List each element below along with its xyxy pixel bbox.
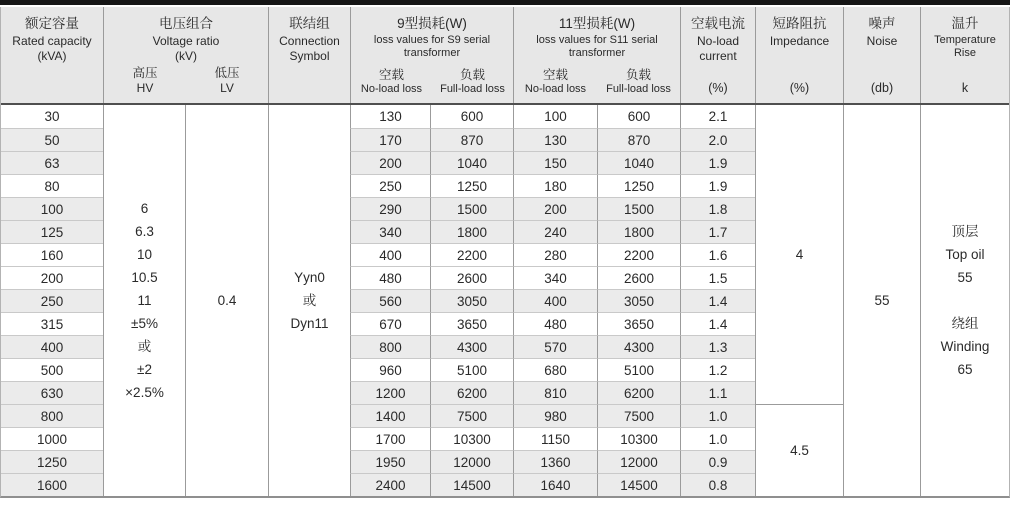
s11-fullload-cell: 870 xyxy=(597,128,680,151)
header-s9-loss xyxy=(350,7,513,103)
s9-fullload-cell: 3650 xyxy=(430,312,513,335)
header-s9-noload-zh: 空载 xyxy=(378,68,404,82)
header-temp-en2: Rise xyxy=(953,47,976,60)
table-header xyxy=(1,7,1009,105)
header-s9-fullload-zh: 负载 xyxy=(459,68,485,82)
hv-value-line: 或 xyxy=(137,339,152,354)
impedance-bottom-value: 4.5 xyxy=(790,443,809,458)
hv-value-line: ±2 xyxy=(137,362,152,377)
s11-noload-cell: 1360 xyxy=(513,450,597,473)
s9-noload-cell: 480 xyxy=(350,266,430,289)
header-hv-zh: 高压 xyxy=(132,66,158,81)
s11-noload-cell: 100 xyxy=(513,105,597,128)
hv-value-line: 10.5 xyxy=(131,270,158,285)
capacity-cell: 315 xyxy=(1,312,103,335)
s9-fullload-cell: 10300 xyxy=(430,427,513,450)
noload-current-cell: 2.1 xyxy=(680,105,755,128)
temperature-rise-line: Winding xyxy=(940,339,990,354)
s11-fullload-cell: 2200 xyxy=(597,243,680,266)
s11-fullload-cell: 3650 xyxy=(597,312,680,335)
noload-current-cell: 1.8 xyxy=(680,197,755,220)
header-s9-fullload xyxy=(432,67,513,97)
s11-fullload-cell: 10300 xyxy=(597,427,680,450)
s11-noload-cell: 150 xyxy=(513,151,597,174)
s9-fullload-cell: 870 xyxy=(430,128,513,151)
temperature-rise-line xyxy=(963,289,967,312)
capacity-cell: 1250 xyxy=(1,450,103,473)
header-s9-zh: 9型损耗(W) xyxy=(397,16,467,31)
s9-noload-cell: 250 xyxy=(350,174,430,197)
header-s9-en2: transformer xyxy=(403,47,461,60)
noload-current-cell: 1.2 xyxy=(680,358,755,381)
noload-current-cell: 1.1 xyxy=(680,381,755,404)
s11-fullload-cell: 2600 xyxy=(597,266,680,289)
s11-noload-cell: 200 xyxy=(513,197,597,220)
temperature-rise-line: Top oil xyxy=(945,247,985,262)
s11-noload-cell: 980 xyxy=(513,404,597,427)
s9-fullload-cell: 2200 xyxy=(430,243,513,266)
header-noise-unit: (db) xyxy=(870,81,894,95)
header-s11-fullload-zh: 负载 xyxy=(625,68,651,82)
s9-noload-cell: 1950 xyxy=(350,450,430,473)
capacity-cell: 125 xyxy=(1,220,103,243)
temperature-rise-line: 55 xyxy=(957,270,973,285)
s9-noload-cell: 1400 xyxy=(350,404,430,427)
s9-noload-cell: 200 xyxy=(350,151,430,174)
header-rated-capacity-zh: 额定容量 xyxy=(25,16,79,31)
s11-noload-cell: 340 xyxy=(513,266,597,289)
header-current-unit: (%) xyxy=(708,81,728,95)
header-rated-capacity-unit: (kVA) xyxy=(37,49,67,64)
s11-noload-cell: 680 xyxy=(513,358,597,381)
s11-fullload-cell: 1500 xyxy=(597,197,680,220)
temperature-rise-line: 顶层 xyxy=(951,224,979,239)
s11-fullload-cell: 5100 xyxy=(597,358,680,381)
s9-noload-cell: 400 xyxy=(350,243,430,266)
s9-fullload-cell: 4300 xyxy=(430,335,513,358)
table xyxy=(0,7,1010,498)
s11-noload-cell: 130 xyxy=(513,128,597,151)
s11-noload-cell: 570 xyxy=(513,335,597,358)
header-current-en1: No-load xyxy=(696,33,740,48)
header-noload-current xyxy=(680,7,755,103)
connection-symbol-line: 或 xyxy=(302,293,317,308)
header-temp-en1: Temperature xyxy=(934,33,996,46)
header-current-en2: current xyxy=(699,49,737,64)
capacity-cell: 630 xyxy=(1,381,103,404)
header-temp-zh: 温升 xyxy=(951,16,979,31)
s11-fullload-cell: 12000 xyxy=(597,450,680,473)
header-rated-capacity xyxy=(1,7,103,103)
header-lv-en: LV xyxy=(220,81,234,96)
capacity-cell: 400 xyxy=(1,335,103,358)
hv-value-line: ±5% xyxy=(131,316,158,331)
header-voltage-ratio xyxy=(103,7,268,103)
capacity-cell: 1600 xyxy=(1,473,103,496)
header-noise xyxy=(843,7,920,103)
capacity-cell: 100 xyxy=(1,197,103,220)
header-s11-noload xyxy=(514,67,597,97)
s11-fullload-cell: 6200 xyxy=(597,381,680,404)
s9-noload-cell: 960 xyxy=(350,358,430,381)
header-hv xyxy=(104,65,186,97)
header-voltage-zh: 电压组合 xyxy=(159,16,213,31)
header-current-zh: 空载电流 xyxy=(691,16,745,31)
s11-noload-cell: 180 xyxy=(513,174,597,197)
s9-fullload-cell: 12000 xyxy=(430,450,513,473)
lv-value-cell xyxy=(185,105,268,496)
s9-noload-cell: 1700 xyxy=(350,427,430,450)
s9-fullload-cell: 3050 xyxy=(430,289,513,312)
temperature-rise-cell xyxy=(920,105,1009,496)
header-s11-loss xyxy=(513,7,680,103)
header-lv-zh: 低压 xyxy=(214,66,240,81)
header-connection-zh: 联结组 xyxy=(289,16,330,31)
header-s11-en2: transformer xyxy=(568,47,626,60)
temperature-rise-line: 65 xyxy=(957,362,973,377)
noload-current-cell: 0.8 xyxy=(680,473,755,496)
s9-noload-cell: 340 xyxy=(350,220,430,243)
s9-fullload-cell: 1250 xyxy=(430,174,513,197)
noload-current-cell: 0.9 xyxy=(680,450,755,473)
header-s9-en1: loss values for S9 serial xyxy=(373,33,491,46)
noise-value: 55 xyxy=(874,293,890,308)
header-noise-en: Noise xyxy=(866,33,898,48)
s9-noload-cell: 670 xyxy=(350,312,430,335)
lv-value: 0.4 xyxy=(217,293,237,308)
s9-fullload-cell: 5100 xyxy=(430,358,513,381)
header-temperature-rise xyxy=(920,7,1009,103)
capacity-cell: 160 xyxy=(1,243,103,266)
s9-noload-cell: 2400 xyxy=(350,473,430,496)
capacity-cell: 80 xyxy=(1,174,103,197)
s9-fullload-cell: 2600 xyxy=(430,266,513,289)
temperature-rise-line: 绕组 xyxy=(951,316,979,331)
s11-noload-cell: 400 xyxy=(513,289,597,312)
s9-fullload-cell: 1800 xyxy=(430,220,513,243)
header-impedance-unit: (%) xyxy=(789,81,810,95)
s11-noload-cell: 1640 xyxy=(513,473,597,496)
noload-current-cell: 1.0 xyxy=(680,427,755,450)
hv-value-line: 11 xyxy=(137,293,152,308)
capacity-cell: 800 xyxy=(1,404,103,427)
hv-value-line: 6.3 xyxy=(135,224,154,239)
s9-noload-cell: 170 xyxy=(350,128,430,151)
hv-value-line: 10 xyxy=(136,247,153,262)
noload-current-cell: 1.3 xyxy=(680,335,755,358)
header-s11-noload-en: No-load loss xyxy=(524,83,587,96)
header-noise-zh: 噪声 xyxy=(868,16,896,31)
hv-values-cell xyxy=(103,105,185,496)
s11-fullload-cell: 1040 xyxy=(597,151,680,174)
header-s11-en1: loss values for S11 serial xyxy=(536,33,658,46)
noise-value-cell xyxy=(843,105,920,496)
hv-value-line: 6 xyxy=(140,201,149,216)
s9-fullload-cell: 6200 xyxy=(430,381,513,404)
s9-noload-cell: 560 xyxy=(350,289,430,312)
s11-noload-cell: 240 xyxy=(513,220,597,243)
s9-fullload-cell: 1040 xyxy=(430,151,513,174)
noload-current-cell: 1.0 xyxy=(680,404,755,427)
noload-current-cell: 1.6 xyxy=(680,243,755,266)
s9-noload-cell: 290 xyxy=(350,197,430,220)
s9-noload-cell: 800 xyxy=(350,335,430,358)
s11-noload-cell: 480 xyxy=(513,312,597,335)
s11-noload-cell: 1150 xyxy=(513,427,597,450)
header-s11-noload-zh: 空载 xyxy=(542,68,568,82)
header-impedance xyxy=(755,7,843,103)
capacity-cell: 250 xyxy=(1,289,103,312)
s11-fullload-cell: 600 xyxy=(597,105,680,128)
header-temp-unit: k xyxy=(961,81,969,95)
header-lv xyxy=(186,65,268,97)
capacity-cell: 1000 xyxy=(1,427,103,450)
header-connection-symbol xyxy=(268,7,350,103)
table-body xyxy=(1,105,1009,496)
header-s9-noload-en: No-load loss xyxy=(360,83,423,96)
impedance-top-cell xyxy=(755,105,843,404)
noload-current-cell: 1.9 xyxy=(680,151,755,174)
header-s11-zh: 11型损耗(W) xyxy=(558,16,636,31)
header-connection-en2: Symbol xyxy=(289,49,330,64)
noload-current-cell: 1.7 xyxy=(680,220,755,243)
impedance-top-value: 4 xyxy=(795,247,804,262)
s11-fullload-cell: 1250 xyxy=(597,174,680,197)
hv-value-line: ×2.5% xyxy=(125,385,164,400)
noload-current-cell: 2.0 xyxy=(680,128,755,151)
s11-fullload-cell: 14500 xyxy=(597,473,680,496)
noload-current-cell: 1.4 xyxy=(680,289,755,312)
s11-noload-cell: 280 xyxy=(513,243,597,266)
noload-current-cell: 1.4 xyxy=(680,312,755,335)
s11-fullload-cell: 4300 xyxy=(597,335,680,358)
header-s9-fullload-en: Full-load loss xyxy=(440,83,505,96)
header-voltage-en: Voltage ratio xyxy=(152,33,220,48)
capacity-cell: 63 xyxy=(1,151,103,174)
impedance-bottom-cell xyxy=(755,404,843,496)
s11-fullload-cell: 3050 xyxy=(597,289,680,312)
table-top-rule xyxy=(0,0,1010,5)
header-s9-noload xyxy=(351,67,432,97)
header-impedance-en: Impedance xyxy=(769,33,830,48)
header-s11-fullload xyxy=(597,67,680,97)
s9-noload-cell: 1200 xyxy=(350,381,430,404)
header-voltage-unit: (kV) xyxy=(175,49,197,64)
header-impedance-zh: 短路阻抗 xyxy=(772,16,827,31)
connection-symbol-line: Yyn0 xyxy=(294,270,325,285)
s9-fullload-cell: 7500 xyxy=(430,404,513,427)
header-s11-fullload-en: Full-load loss xyxy=(606,83,671,96)
noload-current-cell: 1.5 xyxy=(680,266,755,289)
header-hv-en: HV xyxy=(136,81,154,96)
capacity-cell: 500 xyxy=(1,358,103,381)
s11-fullload-cell: 1800 xyxy=(597,220,680,243)
capacity-cell: 200 xyxy=(1,266,103,289)
s9-fullload-cell: 600 xyxy=(430,105,513,128)
noload-current-cell: 1.9 xyxy=(680,174,755,197)
connection-symbol-line: Dyn11 xyxy=(290,316,329,331)
s9-noload-cell: 130 xyxy=(350,105,430,128)
connection-symbol-cell xyxy=(268,105,350,496)
s9-fullload-cell: 14500 xyxy=(430,473,513,496)
capacity-cell: 30 xyxy=(44,109,60,124)
s11-fullload-cell: 7500 xyxy=(597,404,680,427)
header-connection-en1: Connection xyxy=(279,33,340,48)
capacity-cell: 50 xyxy=(1,128,103,151)
s11-noload-cell: 810 xyxy=(513,381,597,404)
s9-fullload-cell: 1500 xyxy=(430,197,513,220)
header-rated-capacity-en: Rated capacity xyxy=(12,33,92,48)
